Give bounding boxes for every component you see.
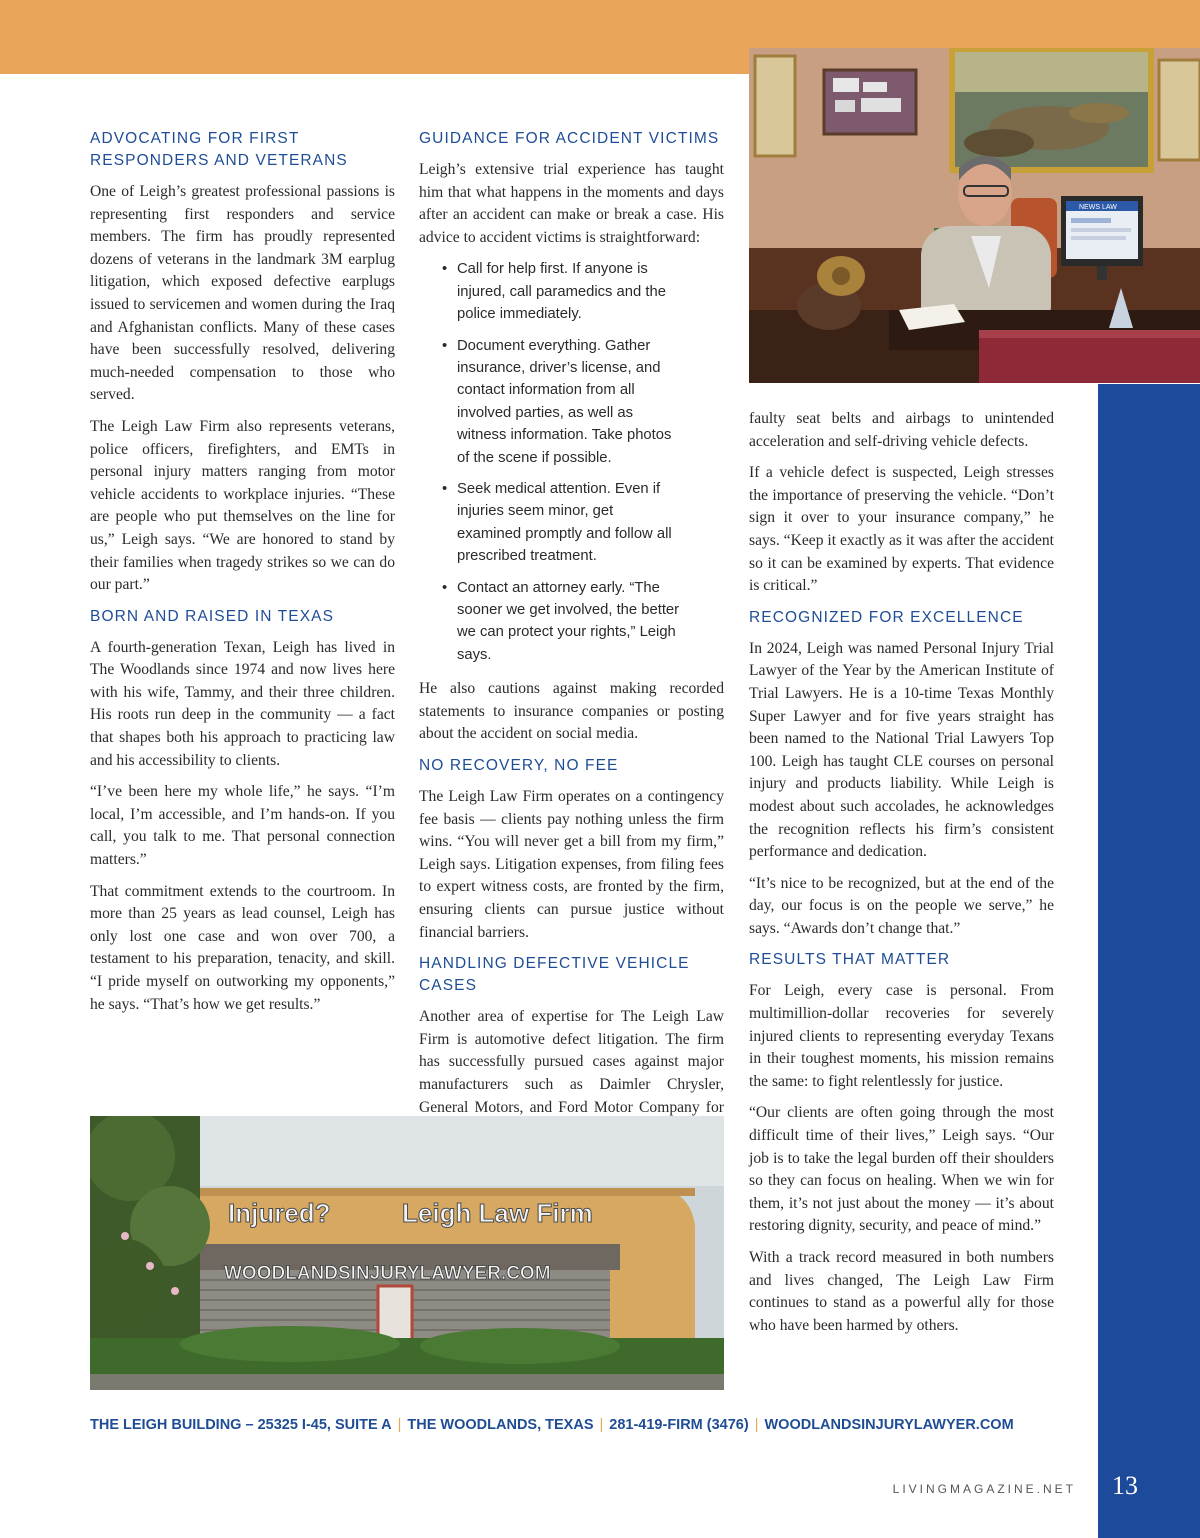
bullet-icon: •	[442, 579, 448, 596]
footer-city: THE WOODLANDS, TEXAS	[407, 1417, 594, 1433]
sign-firm-text: Leigh Law Firm	[402, 1198, 593, 1228]
paragraph: He also cautions against making recorded statements to insurance companies or posting about the accident on social media.	[419, 680, 724, 743]
list-item	[442, 258, 724, 325]
paragraph: “Our clients are often going through the most difficult time of their lives,” Leigh says. “Our job is to take the legal burden off their shoulders so they can focus on healing. When we win for them, it’s not just about the money — it’s about restoring dignity, security, and peace of mind.”	[749, 1104, 1054, 1235]
paragraph: The Leigh Law Firm operates on a contingency fee basis — clients pay nothing unless the firm wins. “You will never get a bill from my firm,” Leigh says. Litigation expenses, from filing fees to expert witness costs, are fronted by the firm, ensuring clients can pursue justice without financial barriers.	[419, 788, 724, 941]
list-item	[442, 478, 724, 568]
paragraph: In 2024, Leigh was named Personal Injury Trial Lawyer of the Year by the American Institute of Trial Lawyers. He is a 10-time Texas Monthly Super Lawyer and for five years straight has been named to the National Trial Lawyers Top 100. Leigh has taught CLE courses on personal injury and products liability. While Leigh is modest about such accolades, he acknowledges the recognition reflects his firm’s consistent performance and dedication.	[749, 639, 1054, 861]
paragraph: One of Leigh’s greatest professional passions is representing first responders and service members. The firm has proudly represented dozens of veterans in the landmark 3M earplug litigation, which exposed defective earplugs issued to servicemen and women during the Iraq and Afghanistan conflicts. Many of these cases have been successfully resolved, delivering much-needed compensation to those who served.	[90, 183, 395, 404]
sign-injured-text: Injured?	[228, 1198, 331, 1228]
office-photo	[749, 48, 1200, 383]
footer-phone: 281-419-FIRM (3476)	[609, 1417, 749, 1433]
bullet-icon: •	[442, 261, 448, 278]
list-item-text: Call for help first. If anyone is injured, call paramedics and the police immediately.	[457, 261, 666, 323]
sign-url-text: WOODLANDSINJURYLAWYER.COM	[224, 1263, 551, 1284]
paragraph: faulty seat belts and airbags to unintended acceleration and self-driving vehicle defects.	[749, 410, 1054, 450]
paragraph: “It’s nice to be recognized, but at the end of the day, our focus is on the people we serve,” he says. “Awards don’t change that.”	[749, 874, 1054, 937]
footer-website: WOODLANDSINJURYLAWYER.COM	[764, 1417, 1014, 1433]
list-item-text: Document everything. Gather insurance, driver’s license, and contact information from all involved parties, as well as witness information. Take photos of the scene if possible.	[457, 337, 672, 466]
monitor-screen-text: NEWS LAW	[1079, 204, 1117, 211]
column-left	[90, 128, 395, 1025]
paragraph: With a track record measured in both numbers and lives changed, The Leigh Law Firm continues to stand as a powerful ally for those who have been harmed by others.	[749, 1249, 1054, 1334]
list-item-text: Contact an attorney early. “The sooner we get involved, the better we can protect your rights,” Leigh says.	[457, 579, 680, 663]
heading-defective-vehicle: HANDLING DEFECTIVE VEHICLE CASES	[419, 955, 690, 995]
list-item	[442, 577, 724, 667]
paragraph: A fourth-generation Texan, Leigh has lived in The Woodlands since 1974 and now lives here with his wife, Tammy, and their three children. His roots run deep in the community — a fact that shapes both his approach to practicing law and his accessibility to clients.	[90, 638, 395, 769]
magazine-site-url: LIVINGMAGAZINE.NET	[892, 1482, 1076, 1496]
bullet-icon: •	[442, 481, 448, 498]
paragraph: If a vehicle defect is suspected, Leigh stresses the importance of preserving the vehicle. “Don’t sign it over to your insurance company,” he says. “Keep it exactly as it was after the accident so it can be examined by experts. That evidence is critical.”	[749, 464, 1054, 595]
heading-recognized: RECOGNIZED FOR EXCELLENCE	[749, 608, 1024, 626]
paragraph: For Leigh, every case is personal. From multimillion-dollar recoveries for severely injured clients to representing everyday Texans in their toughest moments, his mission remains the same: to fight relentlessly for justice.	[749, 982, 1054, 1090]
footer-separator: |	[599, 1417, 604, 1433]
column-right	[749, 408, 1054, 1346]
side-color-bar	[1098, 384, 1200, 1538]
heading-guidance: GUIDANCE FOR ACCIDENT VICTIMS	[419, 130, 720, 147]
paragraph: Another area of expertise for The Leigh Law Firm is automotive defect litigation. The firm has successfully pursued cases against major manufacturers such as Daimler Chrysler, General Motors, and Ford Motor Company for	[419, 1008, 724, 1116]
page-number: 13	[1112, 1471, 1138, 1500]
footer-separator: |	[754, 1417, 759, 1433]
list-item-text: Seek medical attention. Even if injuries seem minor, get examined promptly and follow all prescribed treatment.	[457, 481, 672, 565]
paragraph: “I’ve been here my whole life,” he says. “I’m local, I’m accessible, and I’m hands-on. If you call, you talk to me. That personal connection matters.”	[90, 783, 395, 869]
column-middle	[419, 128, 724, 1151]
paragraph: That commitment extends to the courtroom. In more than 25 years as lead counsel, Leigh has only lost one case and won over 700, a testament to his preparation, tenacity, and skill. “I pride myself on outworking my opponents,” he says. “That’s how we get results.”	[90, 882, 395, 1013]
bullet-icon: •	[442, 337, 448, 354]
footer-address: THE LEIGH BUILDING – 25325 I-45, SUITE A	[90, 1417, 392, 1433]
heading-no-recovery: NO RECOVERY, NO FEE	[419, 757, 619, 775]
list-item	[442, 335, 724, 469]
paragraph: Leigh’s extensive trial experience has taught him that what happens in the moments and days after an accident can make or break a case. His advice to accident victims is straightforward:	[419, 161, 724, 246]
footer-contact-line	[90, 1417, 1090, 1433]
heading-born-raised: BORN AND RAISED IN TEXAS	[90, 607, 335, 625]
heading-advocating: ADVOCATING FOR FIRST RESPONDERS AND VETERANS	[90, 130, 348, 169]
advice-list	[419, 258, 724, 666]
heading-results: RESULTS THAT MATTER	[749, 951, 951, 969]
footer-separator: |	[397, 1417, 402, 1433]
paragraph: The Leigh Law Firm also represents veterans, police officers, firefighters, and EMTs in personal injury matters ranging from motor vehicle accidents to workplace injuries. “These are people who put themselves on the line for us,” Leigh says. “We are honored to stand by their families when tragedy strikes so we can do our part.”	[90, 417, 395, 594]
building-photo	[90, 1116, 724, 1390]
